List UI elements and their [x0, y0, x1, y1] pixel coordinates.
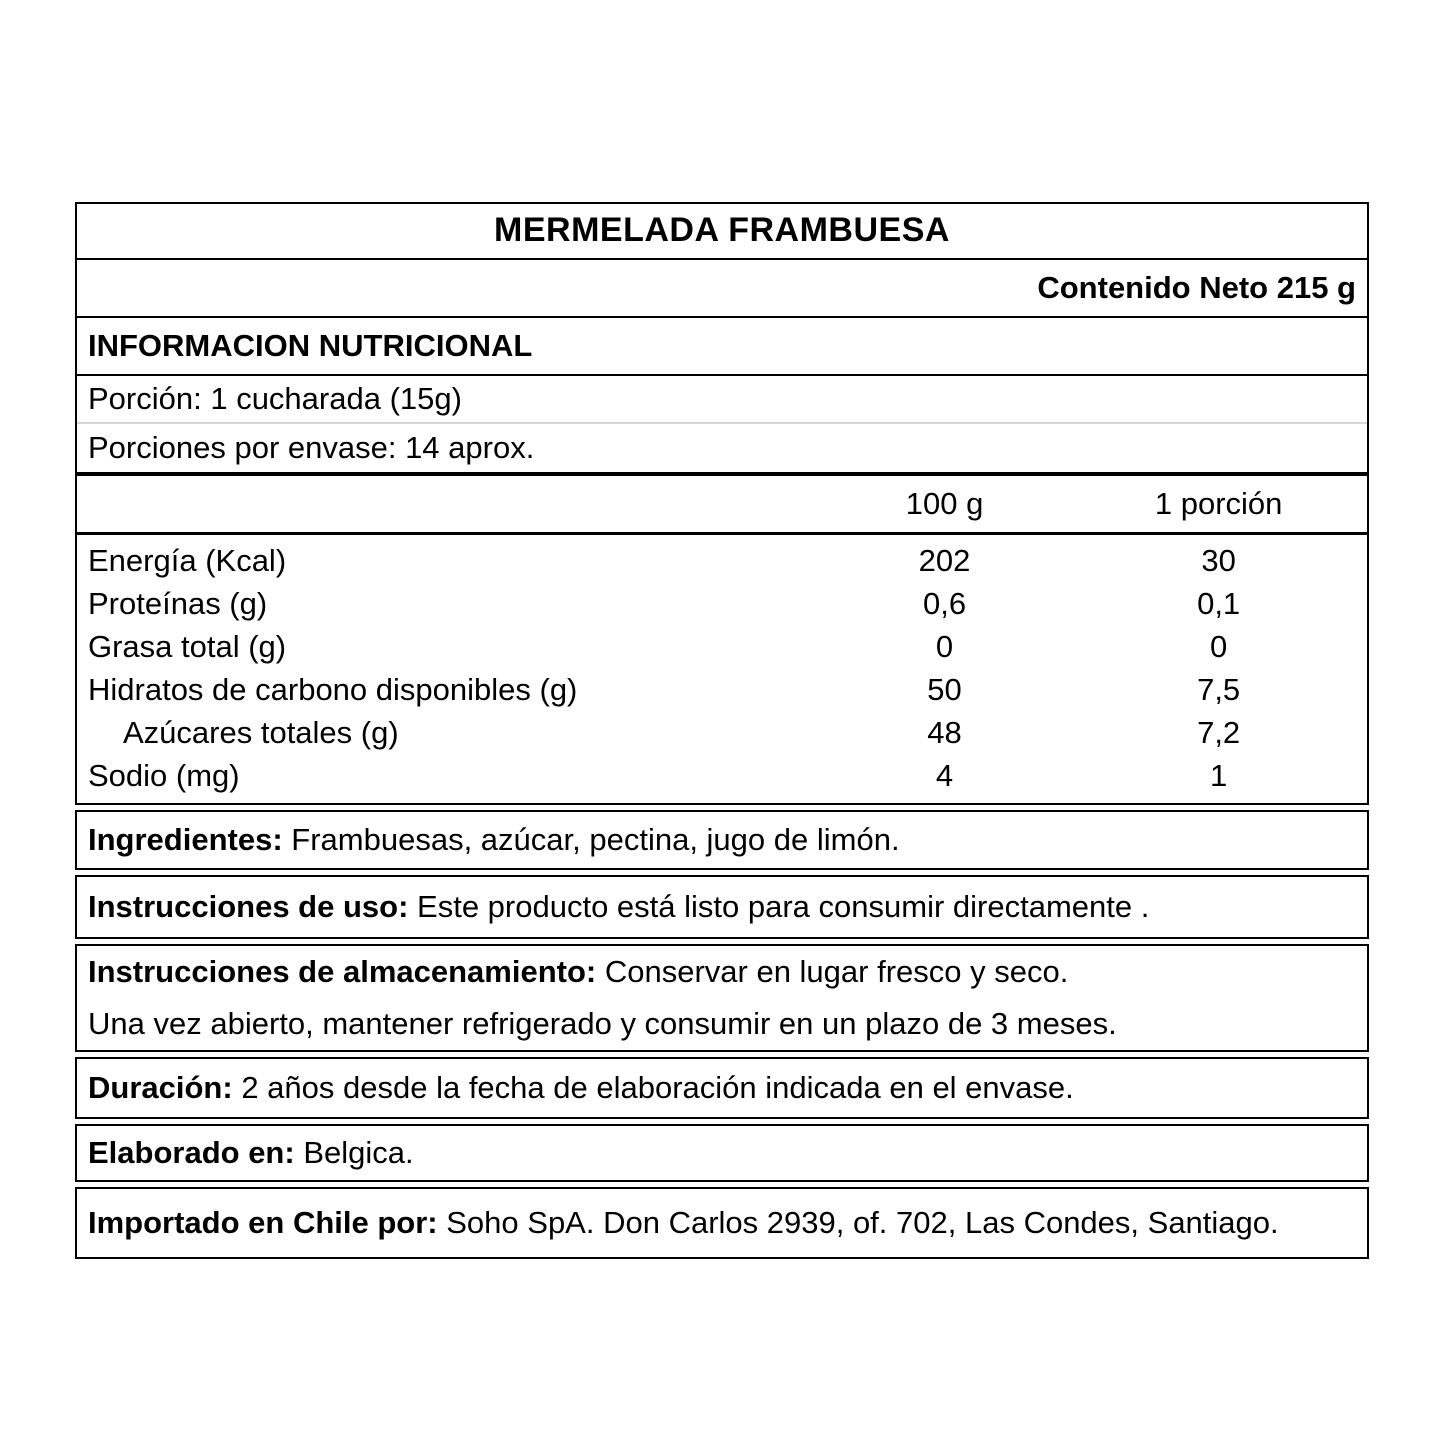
table-row: [77, 754, 1367, 797]
nutrient-label: Sodio (mg): [88, 757, 240, 793]
importer-text: Soho SpA. Don Carlos 2939, of. 702, Las Condes, Santiago.: [446, 1205, 1279, 1241]
nutrient-per100-value: 4: [935, 757, 954, 793]
nutrient-label: Energía (Kcal): [88, 542, 287, 578]
servings-per-container-text: Porciones por envase: 14 aprox.: [88, 429, 535, 465]
nutrient-per-serving-value: 30: [1201, 542, 1236, 578]
nutrient-table-header: [77, 476, 1367, 535]
nutrient-per100-value: 0,6: [922, 585, 967, 621]
usage-text-line: [88, 889, 1356, 925]
storage-text-line-1: [88, 954, 1356, 990]
storage-text-line-2: [88, 1006, 1356, 1042]
origin-text: Belgica.: [303, 1135, 414, 1171]
table-row: [77, 668, 1367, 711]
nutrient-per100-value: 50: [927, 671, 962, 707]
table-row: [77, 625, 1367, 668]
usage-label: Instrucciones de uso:: [88, 889, 409, 925]
storage-text: Conservar en lugar fresco y seco.: [604, 954, 1069, 990]
importer-section: [75, 1187, 1369, 1259]
nutrition-label: [75, 202, 1369, 1259]
table-row: [77, 711, 1367, 754]
product-title-row: [77, 204, 1367, 258]
column-header-portion: 1 porción: [1154, 486, 1283, 521]
nutrient-table: [75, 474, 1369, 805]
shelf-life-section: [75, 1057, 1369, 1119]
nutrient-label: Proteínas (g): [88, 585, 268, 621]
nutrient-per100-value: 202: [918, 542, 971, 578]
nutrient-per100-value: 0: [935, 628, 954, 664]
nutrient-per100-value: 48: [927, 714, 962, 750]
ingredients-section: [75, 810, 1369, 870]
nutrient-per-serving-value: 0: [1210, 628, 1228, 664]
nutrient-label: Hidratos de carbono disponibles (g): [88, 671, 578, 707]
importer-label: Importado en Chile por:: [88, 1205, 438, 1241]
nutrient-label: Grasa total (g): [88, 628, 287, 664]
nutrient-per-serving-value: 1: [1210, 757, 1228, 793]
ingredients-text-line: [88, 822, 1356, 858]
shelf-life-text: 2 años desde la fecha de elaboración indicada en el envase.: [241, 1070, 1074, 1106]
shelf-life-text-line: [88, 1070, 1356, 1106]
ingredients-text: Frambuesas, azúcar, pectina, jugo de limón.: [291, 822, 900, 858]
serving-size-text: Porción: 1 cucharada (15g): [88, 380, 462, 416]
nutrient-table-body: [77, 535, 1367, 803]
nutrient-label: Azúcares totales (g): [123, 714, 399, 750]
usage-instructions-section: [75, 875, 1369, 939]
nutrition-facts-heading-row: [77, 316, 1367, 374]
table-row: [77, 582, 1367, 625]
net-content-value: Contenido Neto 215 g: [1037, 269, 1356, 305]
column-header-100g: 100 g: [905, 486, 984, 521]
usage-text: Este producto está listo para consumir directamente .: [417, 889, 1150, 925]
importer-text-line: [88, 1205, 1356, 1241]
nutrient-per-serving-value: 7,2: [1197, 714, 1241, 750]
table-row: [77, 539, 1367, 582]
serving-size-row: [77, 374, 1367, 422]
origin-label: Elaborado en:: [88, 1135, 295, 1171]
country-of-origin-section: [75, 1124, 1369, 1182]
product-title: MERMELADA FRAMBUESA: [494, 211, 950, 250]
net-content-row: [77, 258, 1367, 316]
storage-label: Instrucciones de almacenamiento:: [88, 954, 597, 990]
nutrition-facts-heading: INFORMACION NUTRICIONAL: [88, 327, 533, 363]
nutrient-per-serving-value: 0,1: [1197, 585, 1241, 621]
servings-per-container-row: [77, 422, 1367, 472]
header-info-table: [75, 202, 1369, 474]
storage-text-2: Una vez abierto, mantener refrigerado y consumir en un plazo de 3 meses.: [88, 1006, 1117, 1041]
shelf-life-label: Duración:: [88, 1070, 233, 1106]
ingredients-label: Ingredientes:: [88, 822, 283, 858]
storage-instructions-section: [75, 944, 1369, 1052]
origin-text-line: [88, 1135, 1356, 1171]
nutrient-per-serving-value: 7,5: [1197, 671, 1241, 707]
